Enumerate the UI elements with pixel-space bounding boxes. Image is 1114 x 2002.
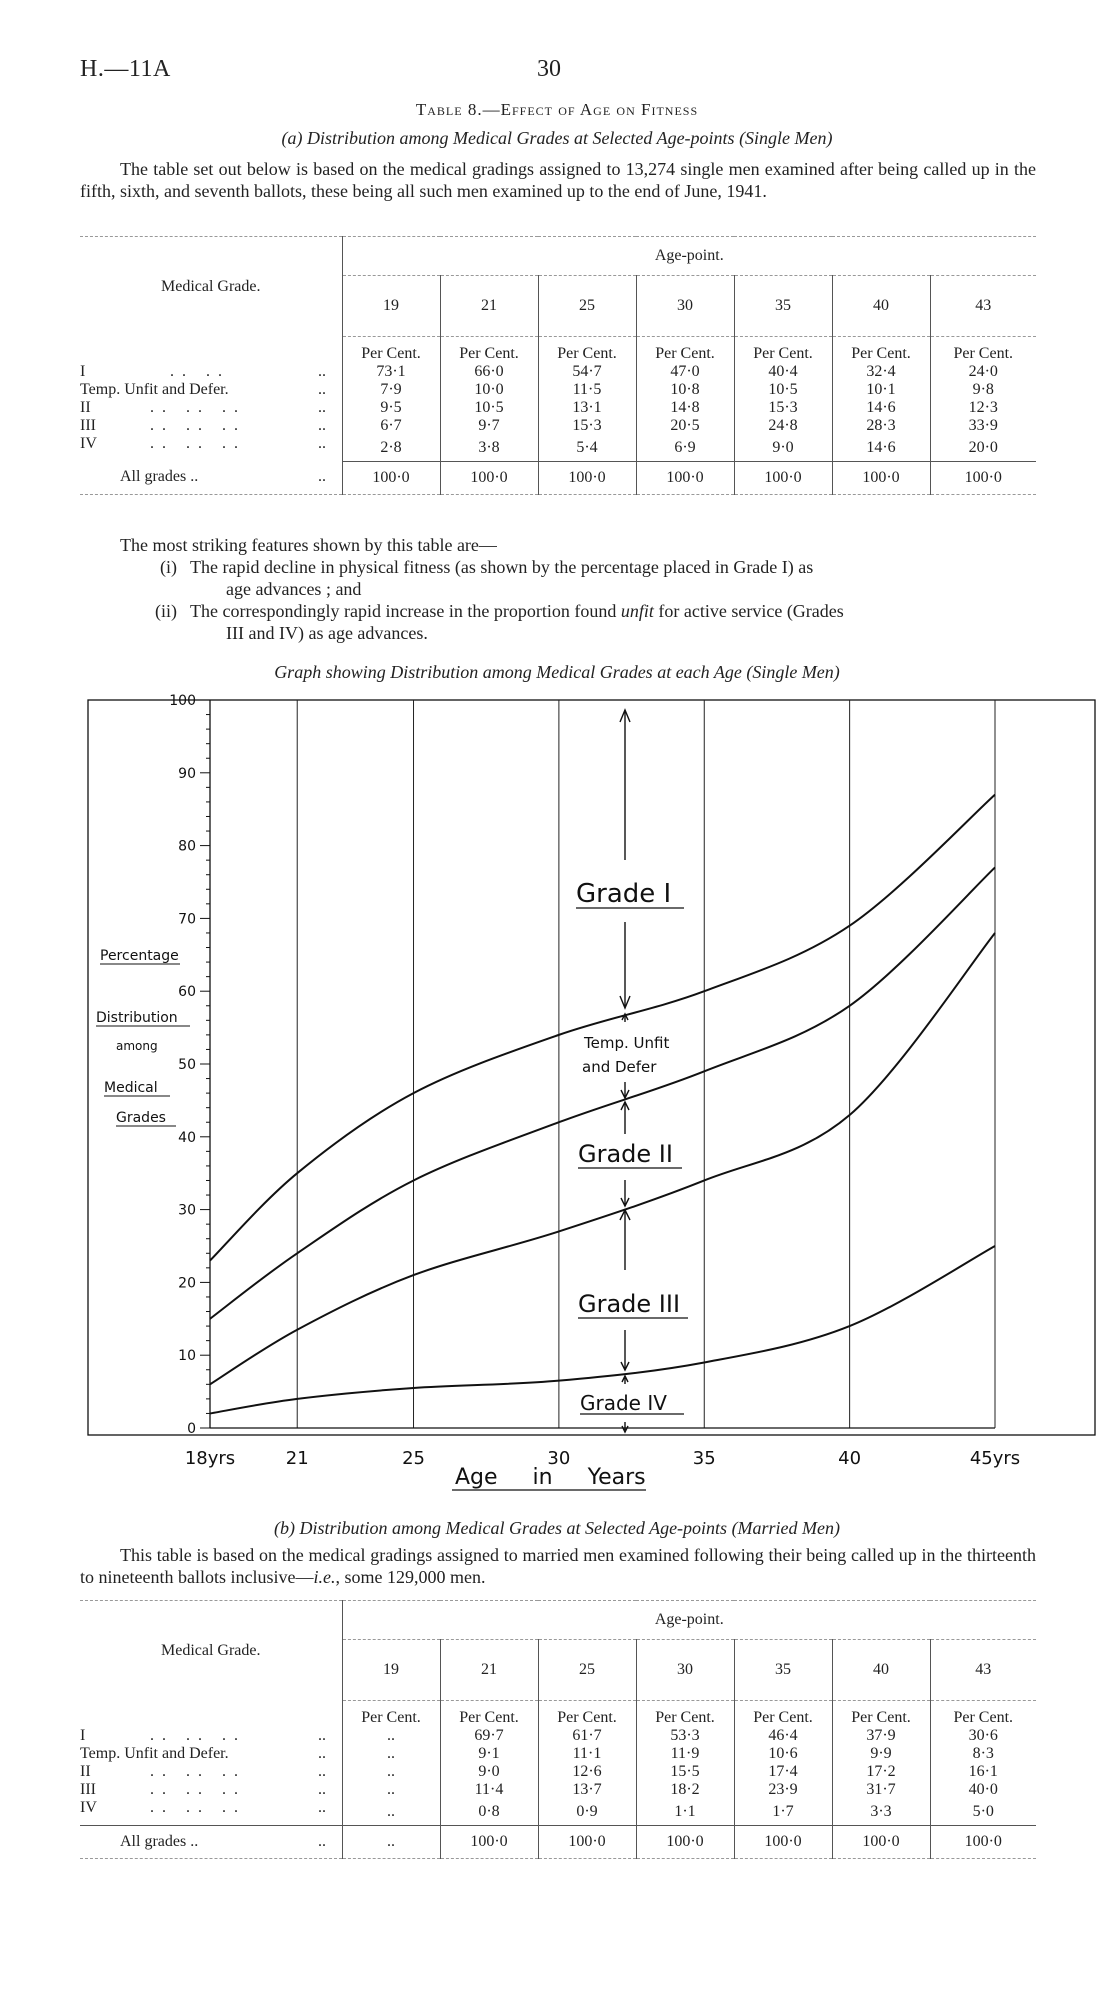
table-cell: 10·8 [636,381,734,399]
table-cell: 73·1 [342,363,440,381]
table-cell: 53·3 [636,1727,734,1745]
table-cell: .. [342,1826,440,1859]
table-cell: 5·4 [538,435,636,461]
table-cell: 12·3 [930,399,1036,417]
row-label: II [80,1763,91,1780]
temp-unfit-label: Temp. Unfit [584,1034,670,1052]
age-35-header: 35 [734,276,832,337]
table-row: I .. .. .. .. .. 69·7 61·7 53·3 46·4 37·9 30·6 [80,1727,1036,1745]
row-label: III [80,1781,96,1798]
table-cell: 15·5 [636,1763,734,1781]
age-30-header: 30 [636,276,734,337]
x-tick-label: 45yrs [969,1448,1021,1469]
table-8-title: Table 8.—Effect of Age on Fitness [415,100,699,119]
y-label-line: Medical [104,1080,158,1096]
table-cell: 10·0 [440,381,538,399]
age-19-header: 19 [342,1640,440,1701]
table-cell: 11·5 [538,381,636,399]
table-cell: 61·7 [538,1727,636,1745]
table-cell: 46·4 [734,1727,832,1745]
x-tick-label: 30 [547,1448,571,1469]
table-cell: 100·0 [440,1826,538,1859]
grade-2-label: Grade II [578,1140,673,1168]
table-row: III .. .. .. .. .. 11·4 13·7 18·2 23·9 31·7 40·0 [80,1781,1036,1799]
unit-label: Per Cent. [930,337,1036,364]
section-b-subtitle: (b) Distribution among Medical Grades at Selected Age-points (Married Men) [273,1518,841,1538]
row-label: I [80,1727,86,1744]
grade-3-label: Grade III [578,1290,681,1318]
table-cell: 1·7 [734,1799,832,1826]
age-40-header: 40 [832,276,930,337]
table-cell: 31·7 [832,1781,930,1799]
medical-grade-header: Medical Grade. [80,1601,342,1701]
unit-label: Per Cent. [734,1701,832,1728]
age-43-header: 43 [930,1640,1036,1701]
section-a-intro: The table set out below is based on the medical gradings assigned to 13,274 single men examined after being called up in the fifth, sixth, and seventh ballots, these being all such men examined up to the end of June, 1941. [80,159,1036,201]
total-row: All grades .. .. 100·0 100·0 100·0 100·0 100·0 100·0 100·0 [80,461,1036,494]
row-label: I [80,363,86,380]
grade-1-label: Grade I [576,879,672,909]
row-label: IV [80,1799,97,1816]
table-cell: 11·9 [636,1745,734,1763]
y-tick-label: 60 [178,984,196,1001]
table-row: III .. .. .. .. 6·7 9·7 15·3 20·5 24·8 28·3 33·9 [80,417,1036,435]
table-cell: 32·4 [832,363,930,381]
table-cell: 23·9 [734,1781,832,1799]
series-line [210,795,995,1261]
table-cell: 6·9 [636,435,734,461]
document-reference: H.—11A [80,56,171,82]
table-cell: 24·0 [930,363,1036,381]
row-label: Temp. Unfit and Defer. [80,1745,229,1762]
table-cell: 9·1 [440,1745,538,1763]
table-cell: 16·1 [930,1763,1036,1781]
x-tick-label: 25 [402,1448,425,1469]
y-tick-label: 40 [178,1129,196,1146]
features-lead: The most striking features shown by this table are— [120,535,497,555]
y-label-line: Distribution [96,1010,178,1026]
table-cell: 7·9 [342,381,440,399]
table-cell: 14·6 [832,399,930,417]
y-tick-label: 50 [178,1057,196,1073]
age-point-header: Age-point. [342,1601,1036,1640]
total-row: All grades .. .. .. 100·0 100·0 100·0 100·0 100·0 100·0 [80,1826,1036,1859]
medical-grade-header: Medical Grade. [80,237,342,337]
table-cell: 3·3 [832,1799,930,1826]
table-cell: 20·0 [930,435,1036,461]
feature-2-continuation: III and IV) as age advances. [226,623,428,643]
row-label: All grades [120,468,187,486]
table-row: II .. .. .. .. .. 9·0 12·6 15·5 17·4 17·2 16·1 [80,1763,1036,1781]
table-cell: 100·0 [832,461,930,494]
feature-1-number: (i) [160,557,177,577]
table-cell: 100·0 [930,1826,1036,1859]
x-tick-label: 40 [838,1448,862,1469]
table-row: II .. .. .. .. 9·5 10·5 13·1 14·8 15·3 14·6 12·3 [80,399,1036,417]
table-cell: 3·8 [440,435,538,461]
feature-2-text: The correspondingly rapid increase in the proportion found unfit for active service (Grades [190,601,844,621]
and-defer-label: and Defer [582,1058,657,1076]
unit-label: Per Cent. [832,337,930,364]
table-cell: .. [342,1781,440,1799]
table-cell: 15·3 [734,399,832,417]
x-tick-label: 21 [285,1448,309,1469]
table-cell: 100·0 [930,461,1036,494]
table-row: Temp. Unfit and Defer. .. 7·9 10·0 11·5 10·8 10·5 10·1 9·8 [80,381,1036,399]
table-cell: 11·4 [440,1781,538,1799]
table-cell: 5·0 [930,1799,1036,1826]
table-cell: 0·9 [538,1799,636,1826]
table-cell: 9·9 [832,1745,930,1763]
unit-label: Per Cent. [832,1701,930,1728]
table-cell: 100·0 [538,461,636,494]
table-cell: 14·6 [832,435,930,461]
table-cell: .. [342,1745,440,1763]
x-tick-label: 18yrs [184,1448,236,1469]
table-cell: 8·3 [930,1745,1036,1763]
graph-title: Graph showing Distribution among Medical Grades at each Age (Single Men) [274,662,840,682]
table-cell: 6·7 [342,417,440,435]
series-line [210,867,995,1318]
table-cell: 10·5 [440,399,538,417]
table-cell: 12·6 [538,1763,636,1781]
unit-label: Per Cent. [440,1701,538,1728]
section-b-intro: This table is based on the medical gradings assigned to married men examined following their being called up in the thirteenth to nineteenth ballots inclusive—i.e., some 129,000 men. [80,1545,1036,1587]
table-cell: 30·6 [930,1727,1036,1745]
table-cell: 47·0 [636,363,734,381]
table-cell: 24·8 [734,417,832,435]
row-label: Temp. Unfit and Defer. [80,381,229,398]
age-30-header: 30 [636,1640,734,1701]
table-cell: 17·2 [832,1763,930,1781]
y-tick-label: 70 [178,911,196,928]
married-men-table [80,1600,1036,1859]
table-cell: 11·1 [538,1745,636,1763]
age-19-header: 19 [342,276,440,337]
table-cell: 15·3 [538,417,636,435]
table-cell: 9·0 [734,435,832,461]
y-label-line: among [116,1039,158,1053]
y-label-line: Grades [116,1110,166,1126]
table-cell: .. [342,1727,440,1745]
unit-label: Per Cent. [930,1701,1036,1728]
y-tick-label: 0 [187,1421,196,1437]
row-label: III [80,417,96,434]
page-number: 30 [537,56,561,82]
table-cell: 100·0 [734,1826,832,1859]
unit-label: Per Cent. [538,337,636,364]
series-line [210,1246,995,1413]
table-cell: 100·0 [538,1826,636,1859]
unit-label: Per Cent. [342,337,440,364]
y-tick-label: 80 [178,838,196,855]
table-cell: .. [342,1799,440,1826]
grade-4-label: Grade IV [580,1391,667,1415]
table-cell: 13·7 [538,1781,636,1799]
x-tick-label: 35 [692,1448,716,1469]
table-cell: 18·2 [636,1781,734,1799]
table-cell: 0·8 [440,1799,538,1826]
table-cell: 2·8 [342,435,440,461]
age-43-header: 43 [930,276,1036,337]
y-tick-label: 10 [178,1348,196,1365]
unit-label: Per Cent. [342,1701,440,1728]
table-cell: 28·3 [832,417,930,435]
table-cell: 10·5 [734,381,832,399]
age-25-header: 25 [538,1640,636,1701]
table-cell: 37·9 [832,1727,930,1745]
age-point-header: Age-point. [342,237,1036,276]
age-35-header: 35 [734,1640,832,1701]
table-cell: 17·4 [734,1763,832,1781]
y-tick-label: 100 [169,693,196,709]
row-label: IV [80,435,97,452]
table-cell: 100·0 [440,461,538,494]
table-row: I .. .. .. 73·1 66·0 54·7 47·0 40·4 32·4 24·0 [80,363,1036,381]
feature-2-number: (ii) [155,601,177,621]
row-label: II [80,399,91,416]
table-cell: 100·0 [832,1826,930,1859]
y-tick-label: 90 [178,765,196,782]
age-21-header: 21 [440,276,538,337]
age-21-header: 21 [440,1640,538,1701]
feature-1-text: The rapid decline in physical fitness (as shown by the percentage placed in Grade I) as [190,557,814,577]
table-cell: 13·1 [538,399,636,417]
table-cell: 54·7 [538,363,636,381]
table-row: IV .. .. .. .. .. 0·8 0·9 1·1 1·7 3·3 5·0 [80,1799,1036,1826]
unit-label: Per Cent. [636,1701,734,1728]
unit-label: Per Cent. [538,1701,636,1728]
feature-1-continuation: age advances ; and [226,579,362,599]
table-cell: 40·4 [734,363,832,381]
table-cell: 10·6 [734,1745,832,1763]
row-label: All grades [120,1833,187,1850]
table-row: IV .. .. .. .. 2·8 3·8 5·4 6·9 9·0 14·6 20·0 [80,435,1036,461]
table-cell: 100·0 [636,461,734,494]
table-cell: 69·7 [440,1727,538,1745]
y-tick-label: 30 [178,1202,196,1219]
table-row: Temp. Unfit and Defer. .. .. 9·1 11·1 11·9 10·6 9·9 8·3 [80,1745,1036,1763]
y-label-line: Percentage [100,948,179,964]
table-cell: 14·8 [636,399,734,417]
y-axis [169,693,210,1437]
table-cell: 100·0 [636,1826,734,1859]
x-axis-label: Age in Years [455,1465,646,1490]
table-cell: 1·1 [636,1799,734,1826]
unit-label: Per Cent. [440,337,538,364]
table-cell: 10·1 [832,381,930,399]
table-cell: 33·9 [930,417,1036,435]
y-tick-label: 20 [178,1275,196,1292]
table-cell: 100·0 [734,461,832,494]
table-cell: 40·0 [930,1781,1036,1799]
table-cell: 9·7 [440,417,538,435]
age-25-header: 25 [538,276,636,337]
unit-label: Per Cent. [734,337,832,364]
table-cell: .. [342,1763,440,1781]
table-cell: 20·5 [636,417,734,435]
table-cell: 9·0 [440,1763,538,1781]
section-a-subtitle: (a) Distribution among Medical Grades at Selected Age-points (Single Men) [281,128,833,148]
age-40-header: 40 [832,1640,930,1701]
table-cell: 9·5 [342,399,440,417]
unit-label: Per Cent. [636,337,734,364]
table-cell: 9·8 [930,381,1036,399]
table-cell: 66·0 [440,363,538,381]
table-cell: 100·0 [342,461,440,494]
